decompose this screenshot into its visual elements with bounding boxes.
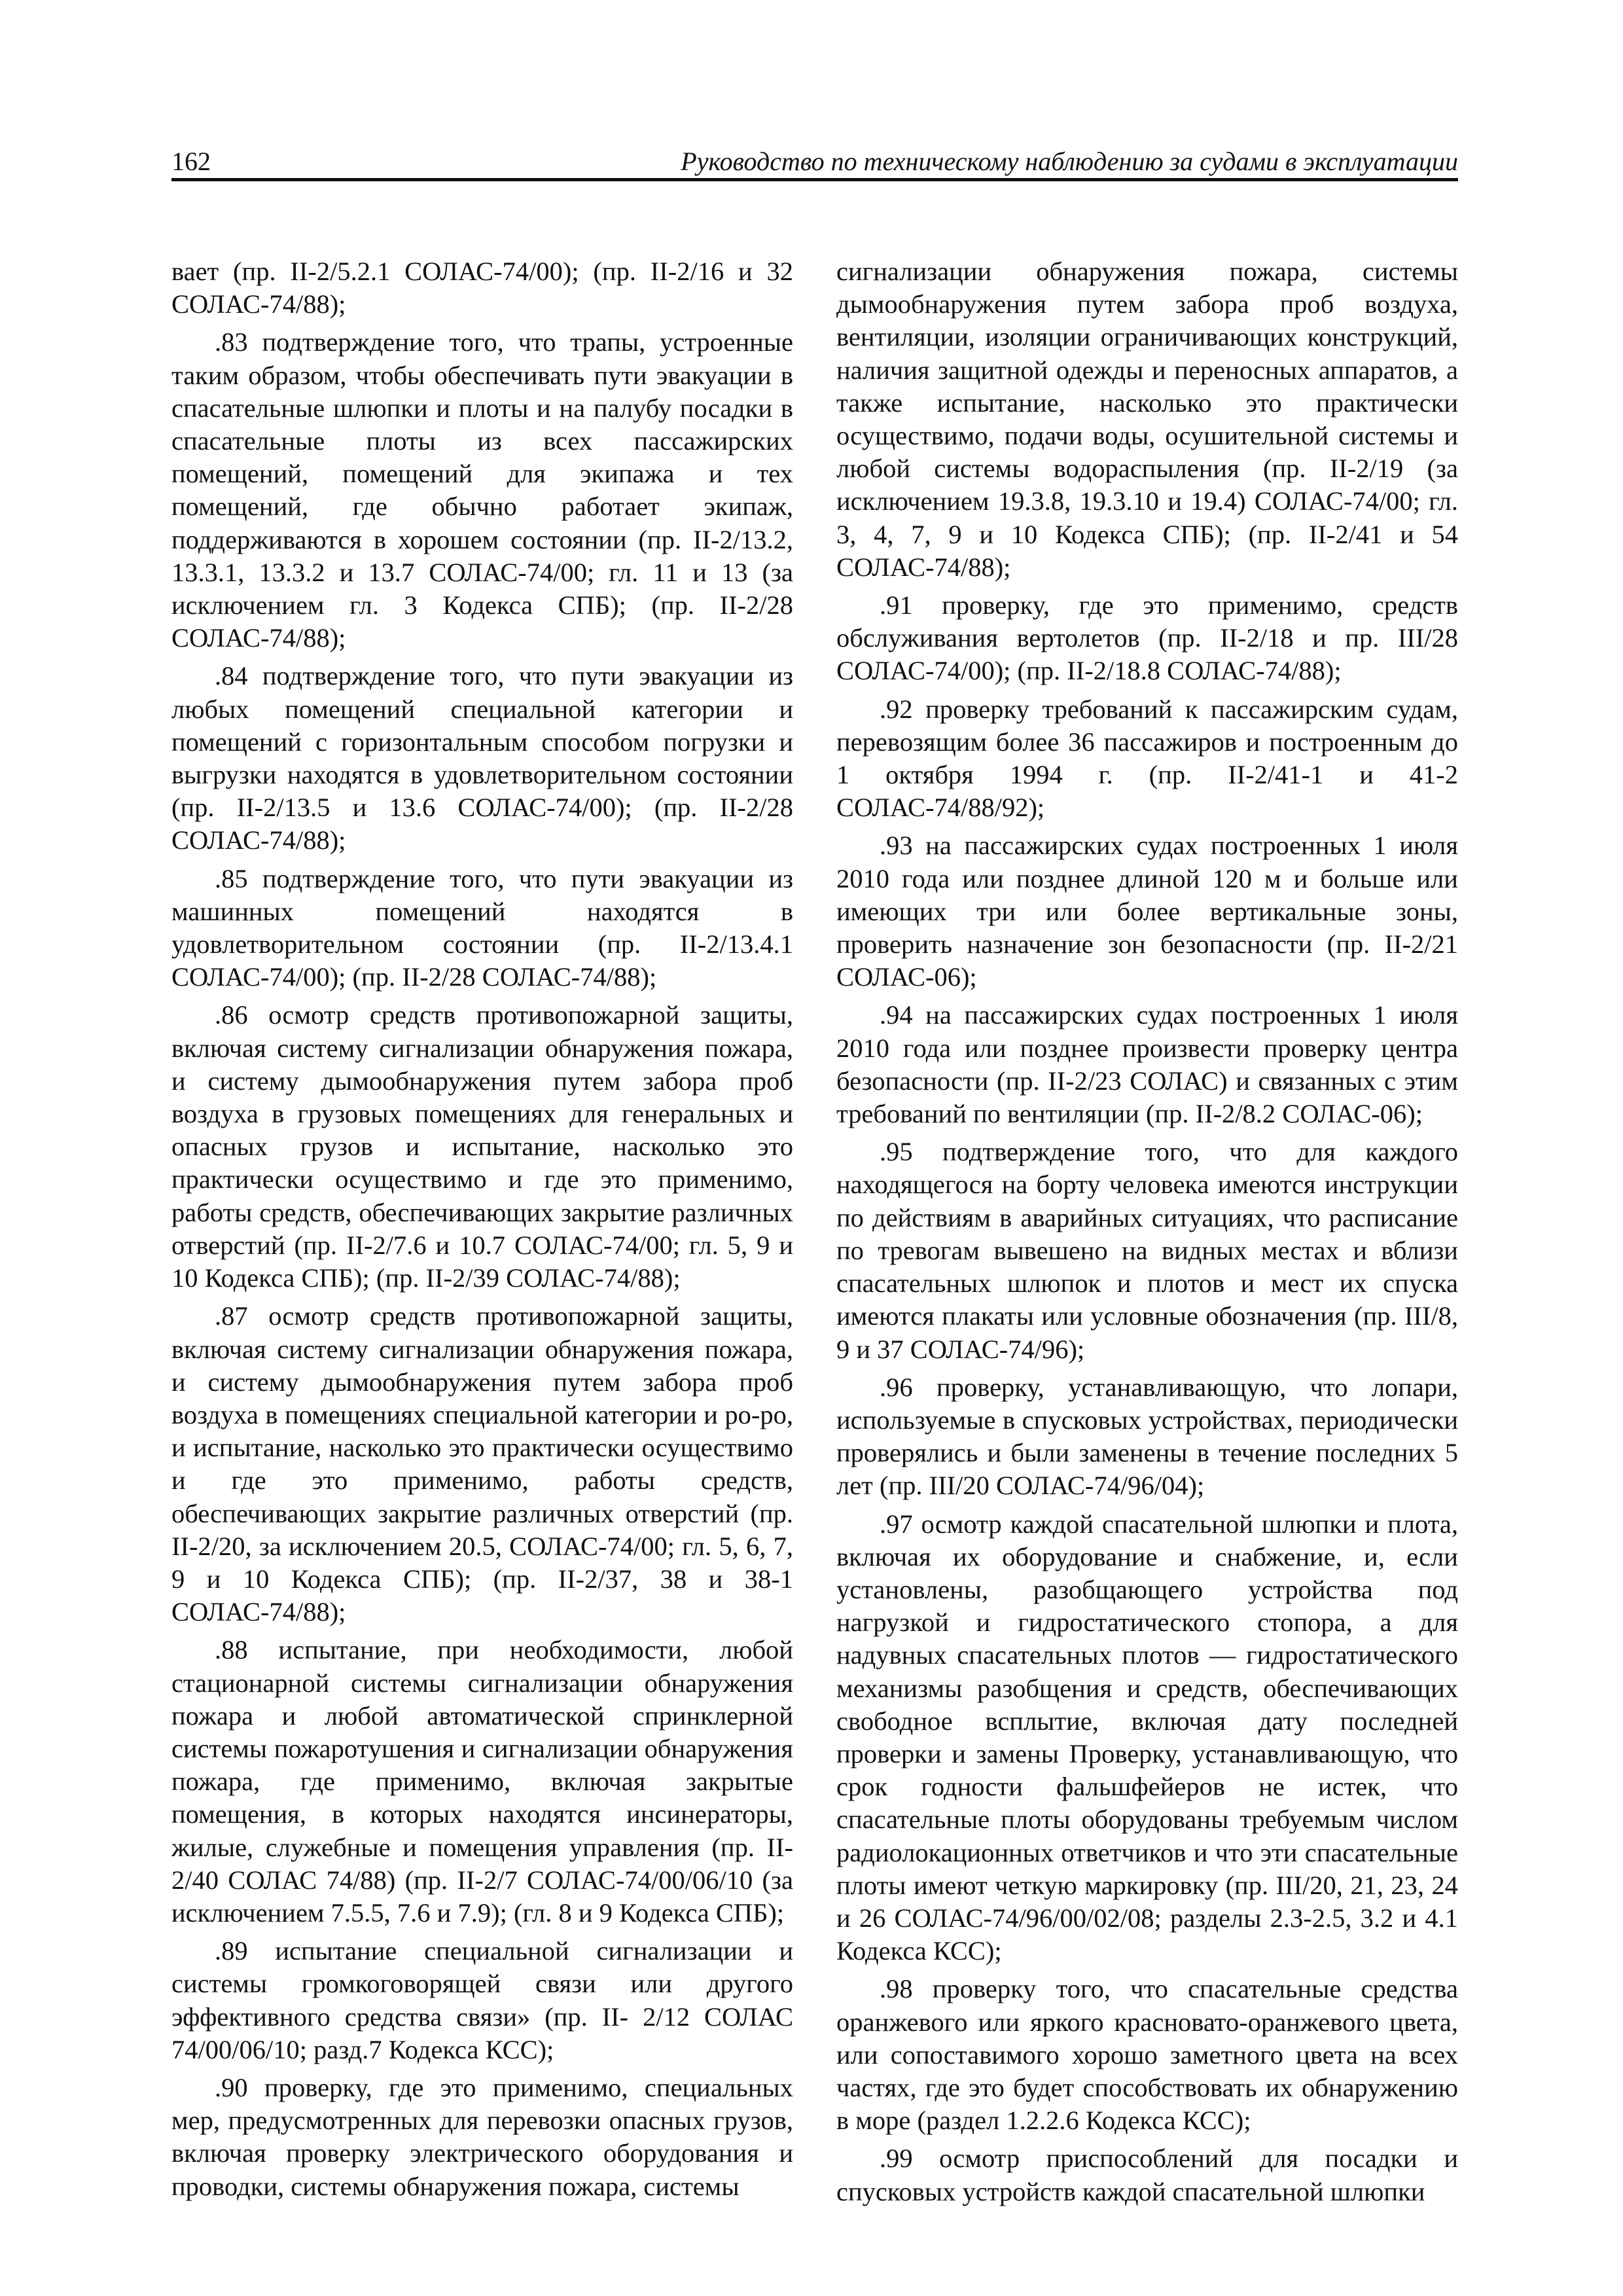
paragraph-96: .96 проверку, устанавливающую, что лопари, используемые в спусковых устройствах, периодически проверялись и были заменены в течение последних 5 лет (пр. III/20 СОЛАС-74/96/04); [836,1372,1458,1501]
paragraph-90-continuation: сигнализации обнаружения пожара, системы дымообнаружения путем забора проб воздуха, вентиляции, изоляции ограничивающих конструкций, наличия защитной одежды и переносных аппаратов, а также испытание, насколько это практически осуществимо, подачи воды, осушительной системы и любой системы водораспыления (пр. II-2/19 (за исключением 19.3.8, 19.3.10 и 19.4) СОЛАС-74/00; гл. 3, 4, 7, 9 и 10 Кодекса СПБ); (пр. II-2/41 и 54 СОЛАС-74/88); [836,257,1458,582]
paragraph-87: .87 осмотр средств противопожарной защиты, включая систему сигнализации обнаружения пожара, и систему дымообнаружения путем забора проб воздуха в помещениях специальной категории и ро-ро, и испытание, насколько это практически осуществимо и где это применимо, работы средств, обеспечивающих закрытие различных отверстий (пр. II-2/20, за исключением 20.5, СОЛАС-74/00; гл. 5, 6, 7, 9 и 10 Кодекса СПБ); (пр. II-2/37, 38 и 38-1 СОЛАС-74/88); [171,1301,793,1627]
paragraph-92: .92 проверку требований к пассажирским судам, перевозящим более 36 пассажиров и построенным до 1 октября 1994 г. (пр. II-2/41-1 и 41-2 СОЛАС-74/88/92); [836,694,1458,823]
paragraph-90: .90 проверку, где это применимо, специальных мер, предусмотренных для перевозки опасных грузов, включая проверку электрического оборудования и проводки, системы обнаружения пожара, системы [171,2072,793,2201]
page-number: 162 [171,147,211,176]
paragraph-88: .88 испытание, при необходимости, любой стационарной системы сигнализации обнаружения пожара и любой автоматической спринклерной системы пожаротушения и сигнализации обнаружения пожара, где применимо, включая закрытые помещения, в которых находятся инсинераторы, жилые, служебные и помещения управления (пр. II-2/40 СОЛАС 74/88) (пр. II-2/7 СОЛАС-74/00/06/10 (за исключением 7.5.5, 7.6 и 7.9); (гл. 8 и 9 Кодекса СПБ); [171,1635,793,1928]
paragraph-85: .85 подтверждение того, что пути эвакуации из машинных помещений находятся в удовлетворительном состоянии (пр. II-2/13.4.1 СОЛАС-74/00); (пр. II-2/28 СОЛАС-74/88); [171,863,793,992]
paragraph-91: .91 проверку, где это применимо, средств обслуживания вертолетов (пр. II-2/18 и пр. III/28 СОЛАС-74/00); (пр. II-2/18.8 СОЛАС-74/88); [836,590,1458,686]
paragraph-86: .86 осмотр средств противопожарной защиты, включая систему сигнализации обнаружения пожара, и систему дымообнаружения путем забора проб воздуха в грузовых помещениях для генеральных и опасных грузов и испытание, насколько это практически осуществимо и где это применимо, работы средств, обеспечивающих закрытие различных отверстий (пр. II-2/7.6 и 10.7 СОЛАС-74/00; гл. 5, 9 и 10 Кодекса СПБ); (пр. II-2/39 СОЛАС-74/88); [171,1000,793,1293]
paragraph-83: .83 подтверждение того, что трапы, устроенные таким образом, чтобы обеспечивать пути эвакуации в спасательные шлюпки и плоты и на палубу посадки в спасательные плоты из всех пассажирских помещений, помещений для экипажа и тех помещений, где обычно работает экипаж, поддерживаются в хорошем состоянии (пр. II-2/13.2, 13.3.1, 13.3.2 и 13.7 СОЛАС-74/00; гл. 11 и 13 (за исключением гл. 3 Кодекса СПБ); (пр. II-2/28 СОЛАС-74/88); [171,327,793,653]
running-title: Руководство по техническому наблюдению за судами в эксплуатации [681,147,1458,176]
paragraph-95: .95 подтверждение того, что для каждого находящегося на борту человека имеются инструкции по действиям в аварийных ситуациях, что расписание по тревогам вывешено на видных местах и вблизи спасательных шлюпок и плотов и мест их спуска имеются плакаты или условные обозначения (пр. III/8, 9 и 37 СОЛАС-74/96); [836,1137,1458,1364]
paragraph-89: .89 испытание специальной сигнализации и системы громкоговорящей связи или другого эффективного средства связи» (пр. II- 2/12 СОЛАС 74/00/06/10; разд.7 Кодекса КСС); [171,1936,793,2064]
paragraph-99: .99 осмотр приспособлений для посадки и спусковых устройств каждой спасательной шлюпки [836,2144,1458,2206]
paragraph-97: .97 осмотр каждой спасательной шлюпки и плота, включая их оборудование и снабжение, и, если установлены, разобщающего устройства под нагрузкой и гидростатического стопора, а для надувных спасательных плотов — гидростатического механизмы разобщения и средств, обеспечивающих свободное всплытие, включая дату последней проверки и замены Проверку, устанавливающую, что срок годности фальшфейеров не истек, что спасательные плоты оборудованы требуемым числом радиолокационных ответчиков и что эти спасательные плоты имеют четкую маркировку (пр. III/20, 21, 23, 24 и 26 СОЛАС-74/96/00/02/08; разделы 2.3-2.5, 3.2 и 4.1 Кодекса КСС); [836,1509,1458,1966]
left-column [171,255,793,2208]
paragraph-93: .93 на пассажирских судах построенных 1 июля 2010 года или позднее длиной 120 м и больше или имеющих три или более вертикальные зоны, проверить назначение зон безопасности (пр. II-2/21 СОЛАС-06); [836,831,1458,992]
header-rule [171,178,1458,181]
paragraph-98: .98 проверку того, что спасательные средства оранжевого или яркого красновато-оранжевого цвета, или сопоставимого хорошо заметного цвета на всех частях, где это будет способствовать их обнаружению в море (раздел 1.2.2.6 Кодекса КСС); [836,1974,1458,2136]
paragraph-84: .84 подтверждение того, что пути эвакуации из любых помещений специальной категории и помещений с горизонтальным способом погрузки и выгрузки находятся в удовлетворительном состоянии (пр. II-2/13.5 и 13.6 СОЛАС-74/00); (пр. II-2/28 СОЛАС-74/88); [171,661,793,855]
right-column [836,255,1458,2214]
page-header [171,145,1458,178]
paragraph-94: .94 на пассажирских судах построенных 1 июля 2010 года или позднее произвести проверку центра безопасности (пр. II-2/23 СОЛАС) и связанных с этим требований по вентиляции (пр. II-2/8.2 СОЛАС-06); [836,1000,1458,1129]
paragraph-continuation: вает (пр. II-2/5.2.1 СОЛАС-74/00); (пр. II-2/16 и 32 СОЛАС-74/88); [171,257,793,319]
